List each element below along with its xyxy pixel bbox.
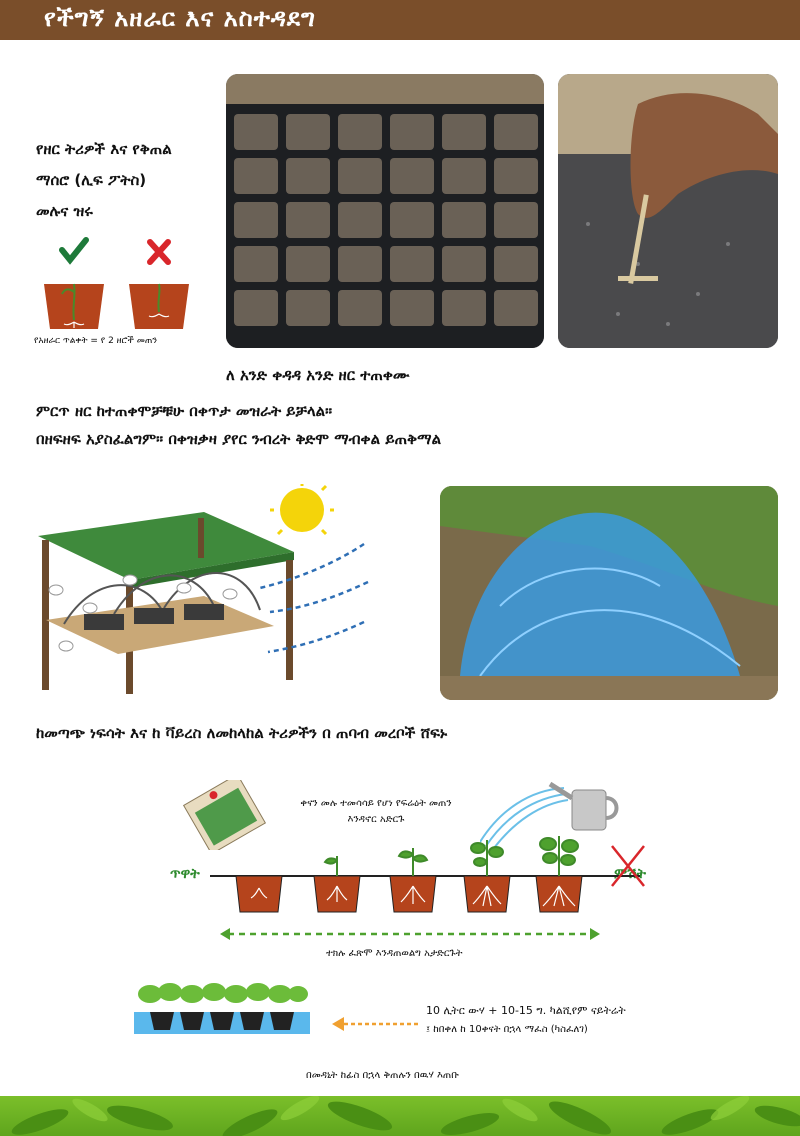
instruction-line-2: በዘፍዘፍ አያስፈልግም። በቀዝቃዛ ያየር ንብረት ቅድሞ ማብቀል ይጠቅማል <box>36 430 442 448</box>
seedling-pot <box>236 876 282 912</box>
footer-foliage <box>0 1096 800 1136</box>
wilting-caption: ተክሉ ፈጽሞ እንዳጠወልግ አታድርጉት <box>326 948 463 959</box>
seedling-growth-row <box>210 830 650 920</box>
page-title: የችግኝ አዘራር እና አስተዳደግ <box>44 4 316 32</box>
recipe-line-2: ፤ ከበቀለ ከ 10ቀናት በኋላ ማፈስ (ካስፈለገ) <box>426 1024 588 1035</box>
check-icon <box>62 240 86 260</box>
net-tunnel-photo <box>440 486 778 700</box>
description-line: የዘር ትሪዎች እና የቅጠል <box>36 140 172 158</box>
shade-net-illustration <box>34 484 374 700</box>
pot-caption: የአዘራር ጥልቀት = የ 2 ዘሮች መጠን <box>34 336 158 346</box>
packet-note: ቀናን መሉ ተመሳሳይ የሆነ የፍሬዕት መጠን እንዳኖር አድርጉ <box>300 798 452 825</box>
seedling-tray-illustration <box>134 978 314 1036</box>
header-bar <box>0 0 800 40</box>
seed-tray-description <box>36 134 226 227</box>
sowing-depth-illustration <box>34 234 204 334</box>
cross-icon <box>612 846 644 886</box>
evening-label: ምሽት <box>614 866 646 882</box>
recipe-line-1: 10 ሊትር ውሃ + 10-15 ግ. ካልሺየም ናይትሬት <box>426 1004 626 1017</box>
description-line: መሉና ዝሩ <box>36 202 93 220</box>
sun-icon <box>280 488 324 532</box>
seed-tray-photo <box>226 74 544 348</box>
wash-leaves-caption: በመዳኒት ከፊስ በኋላ ቅጠሉን በዉሃ እጠቡ <box>306 1070 459 1081</box>
hand-sowing-photo <box>558 74 778 348</box>
cross-icon <box>150 242 168 262</box>
whitefly-icon <box>49 585 63 595</box>
orange-arrow <box>330 1016 420 1032</box>
description-line: ማሰሮ (ሊፍ ፖትስ) <box>36 171 147 189</box>
morning-label: ጥዋት <box>170 866 200 882</box>
dashed-arrow <box>218 926 602 942</box>
one-seed-caption: ለ አንድ ቀዳዳ አንድ ዘር ተጠቀሙ <box>226 366 410 384</box>
shade-roof <box>38 512 294 580</box>
instruction-line-1: ምርጥ ዘር ከተጠቀሞቻቹሁ በቀጥታ መዝራት ይቻላል። <box>36 402 333 420</box>
netting-caption: ከመጣጭ ነፍሳት እና ከ ቫይረስ ለመከላከል ትሪዎችን በ ጠባብ መረቦች ሸፍኑ <box>36 724 448 742</box>
